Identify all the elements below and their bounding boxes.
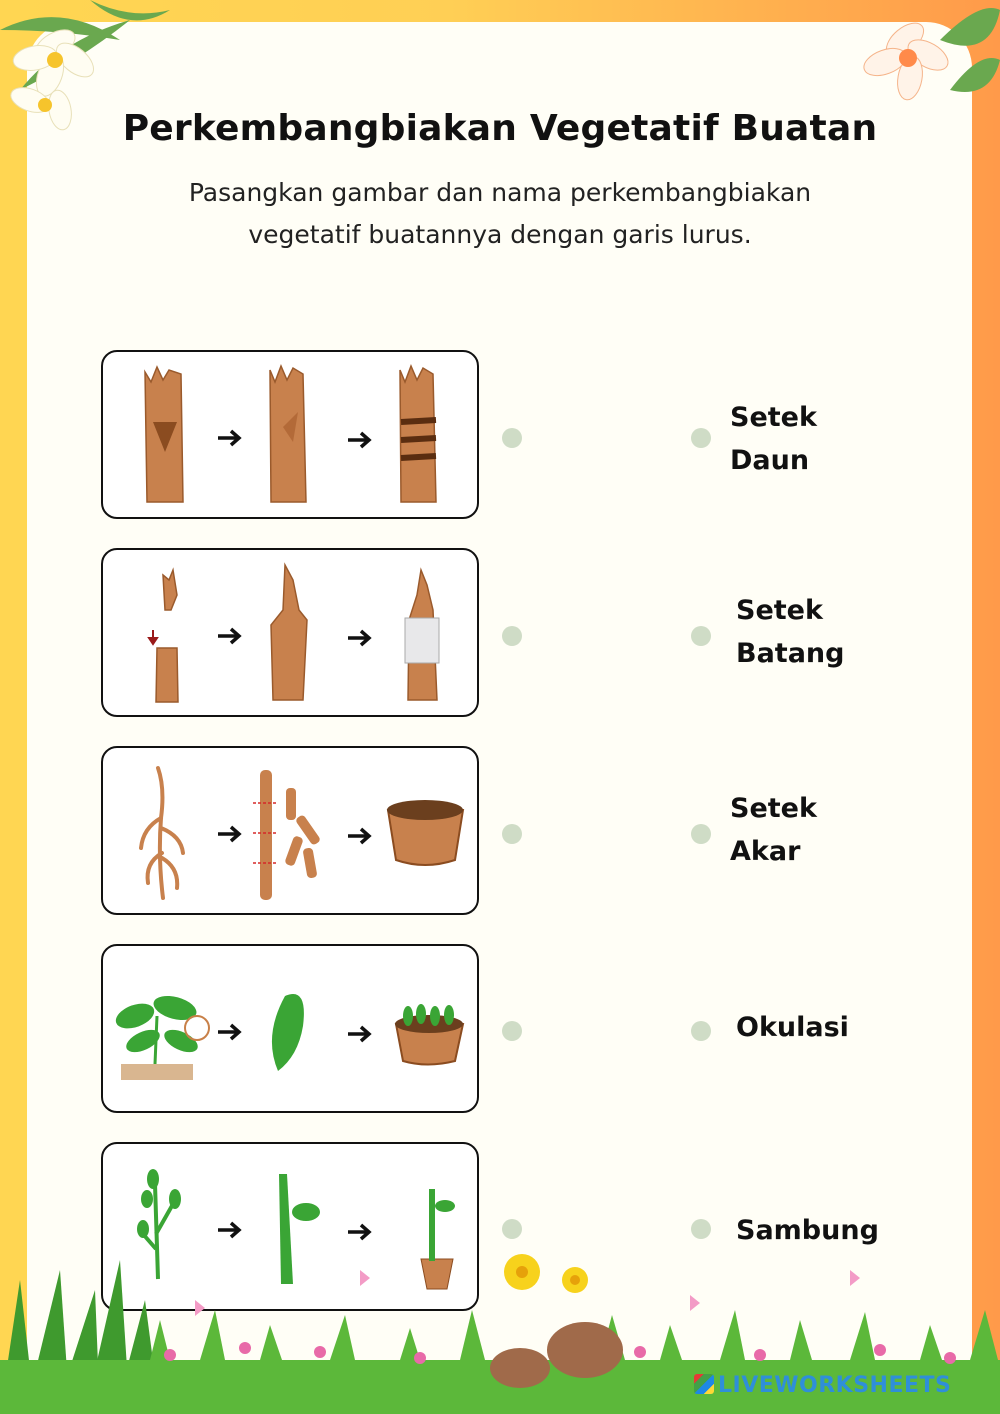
answer-label-setek-batang: Setek Batang [736,595,845,669]
match-dot-left-4[interactable] [502,1021,522,1041]
stem-graft-bandage-illustration [103,550,481,719]
arrow-icon [348,1225,369,1239]
arrow-icon [348,631,369,645]
picture-card-3 [101,746,479,915]
match-dot-right-5[interactable] [691,1219,711,1239]
arrow-icon [218,629,239,643]
match-dot-left-2[interactable] [502,626,522,646]
match-dot-left-3[interactable] [502,824,522,844]
arrow-icon [348,1027,369,1041]
match-dot-right-4[interactable] [691,1021,711,1041]
match-dot-left-5[interactable] [502,1219,522,1239]
match-dot-left-1[interactable] [502,428,522,448]
instruction-text [105,172,895,256]
instruction-line-1: Pasangkan gambar dan nama perkembangbiakan [188,178,812,207]
graft-bark-wrap-illustration [103,352,481,521]
leaf-cutting-pot-illustration [103,946,481,1115]
answer-label-setek-akar: Setek Akar [730,793,817,867]
liveworksheets-logo[interactable]: LIVEWORKSHEETS [694,1373,951,1398]
arrow-icon [218,1223,239,1237]
picture-card-2 [101,548,479,717]
answer-label-sambung: Sambung [736,1215,879,1246]
picture-card-1 [101,350,479,519]
match-dot-right-2[interactable] [691,626,711,646]
answer-label-setek-daun: Setek Daun [730,402,817,476]
page-title: Perkembangbiakan Vegetatif Buatan [122,108,878,149]
answer-label-okulasi: Okulasi [736,1012,849,1043]
arrow-icon [218,1025,239,1039]
frangipani-flower-decoration-right [850,0,1000,120]
arrow-icon [348,829,369,843]
liveworksheets-icon [694,1374,714,1394]
root-cutting-pot-illustration [103,748,481,917]
arrow-icon [348,433,369,447]
match-dot-right-3[interactable] [691,824,711,844]
arrow-icon [218,827,239,841]
match-dot-right-1[interactable] [691,428,711,448]
picture-card-4 [101,944,479,1113]
arrow-icon [218,431,239,445]
instruction-line-2: vegetatif buatannya dengan garis lurus. [248,220,752,249]
